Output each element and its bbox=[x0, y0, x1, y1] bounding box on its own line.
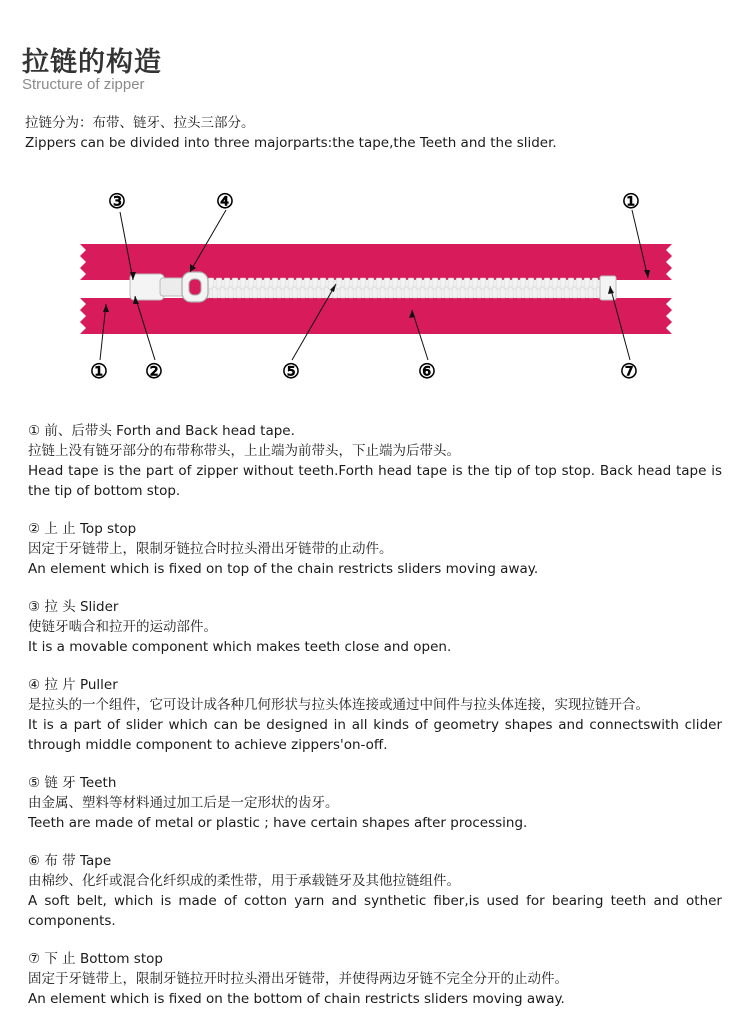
section-cn: 使链牙啮合和拉开的运动部件。 bbox=[28, 619, 217, 635]
section-cn: 因定于牙链带上，限制牙链拉合时拉头滑出牙链带的止动件。 bbox=[28, 541, 393, 557]
tape-upper bbox=[80, 244, 672, 280]
section-heading: ④ 拉 片 Puller bbox=[28, 677, 118, 693]
section-slider bbox=[28, 597, 722, 657]
section-en: An element which is fixed on the bottom of chain restricts sliders moving away. bbox=[28, 991, 565, 1007]
section-head-tape bbox=[28, 421, 722, 501]
section-puller bbox=[28, 675, 722, 755]
section-en: Teeth are made of metal or plastic ; have certain shapes after processing. bbox=[28, 815, 528, 831]
section-cn: 由棉纱、化纤或混合化纤织成的柔性带，用于承载链牙及其他拉链组件。 bbox=[28, 873, 460, 889]
label-1-top: ① bbox=[622, 189, 640, 213]
section-cn: 固定于牙链带上，限制牙链拉开时拉头滑出牙链带，并使得两边牙链不完全分开的止动件。 bbox=[28, 971, 568, 987]
label-4: ④ bbox=[216, 189, 234, 213]
section-bottom-stop bbox=[28, 949, 722, 1009]
section-en: It is a part of slider which can be designed in all kinds of geometry shapes and connectswith clider through middle component to achieve zippers'on-off. bbox=[28, 717, 722, 753]
label-5: ⑤ bbox=[282, 359, 300, 383]
label-2: ② bbox=[145, 359, 163, 383]
page-title: 拉链的构造 bbox=[22, 47, 162, 78]
section-heading: ⑦ 下 止 Bottom stop bbox=[28, 951, 163, 967]
section-teeth bbox=[28, 773, 722, 833]
section-cn: 由金属、塑料等材料通过加工后是一定形状的齿牙。 bbox=[28, 795, 339, 811]
section-cn: 拉链上没有链牙部分的布带称带头，上止端为前带头，下止端为后带头。 bbox=[28, 443, 460, 459]
tape-split-right bbox=[616, 284, 672, 294]
section-en: An element which is fixed on top of the chain restricts sliders moving away. bbox=[28, 561, 539, 577]
section-tape bbox=[28, 851, 722, 931]
label-3: ③ bbox=[108, 189, 126, 213]
section-heading: ② 上 止 Top stop bbox=[28, 521, 137, 537]
section-heading: ⑤ 链 牙 Teeth bbox=[28, 775, 117, 791]
teeth bbox=[184, 278, 602, 298]
label-7: ⑦ bbox=[620, 359, 638, 383]
intro-cn: 拉链分为：布带、链牙、拉头三部分。 bbox=[25, 115, 255, 131]
page-subtitle: Structure of zipper bbox=[22, 76, 145, 93]
slider bbox=[130, 274, 184, 300]
bottom-stop bbox=[600, 276, 616, 300]
section-en: Head tape is the part of zipper without teeth.Forth head tape is the tip of top stop. Back head tape is the tip of bottom stop. bbox=[28, 463, 722, 499]
puller bbox=[182, 272, 208, 302]
section-en: It is a movable component which makes teeth close and open. bbox=[28, 639, 452, 655]
intro bbox=[25, 113, 557, 153]
zipper-diagram bbox=[0, 180, 750, 390]
sections bbox=[28, 421, 722, 1027]
tape-lower bbox=[80, 298, 672, 334]
section-cn: 是拉头的一个组件，它可设计成各种几何形状与拉头体连接或通过中间件与拉头体连接，实现拉链开合。 bbox=[28, 697, 649, 713]
section-heading: ⑥ 布 带 Tape bbox=[28, 853, 112, 869]
label-6: ⑥ bbox=[418, 359, 436, 383]
section-heading: ③ 拉 头 Slider bbox=[28, 599, 119, 615]
label-1-bottom: ① bbox=[90, 359, 108, 383]
section-top-stop bbox=[28, 519, 722, 579]
intro-en: Zippers can be divided into three majorparts:the tape,the Teeth and the slider. bbox=[25, 135, 557, 151]
section-en: A soft belt, which is made of cotton yarn and synthetic fiber,is used for bearing teeth and other components. bbox=[28, 893, 722, 929]
section-heading: ① 前、后带头 Forth and Back head tape. bbox=[28, 423, 295, 439]
